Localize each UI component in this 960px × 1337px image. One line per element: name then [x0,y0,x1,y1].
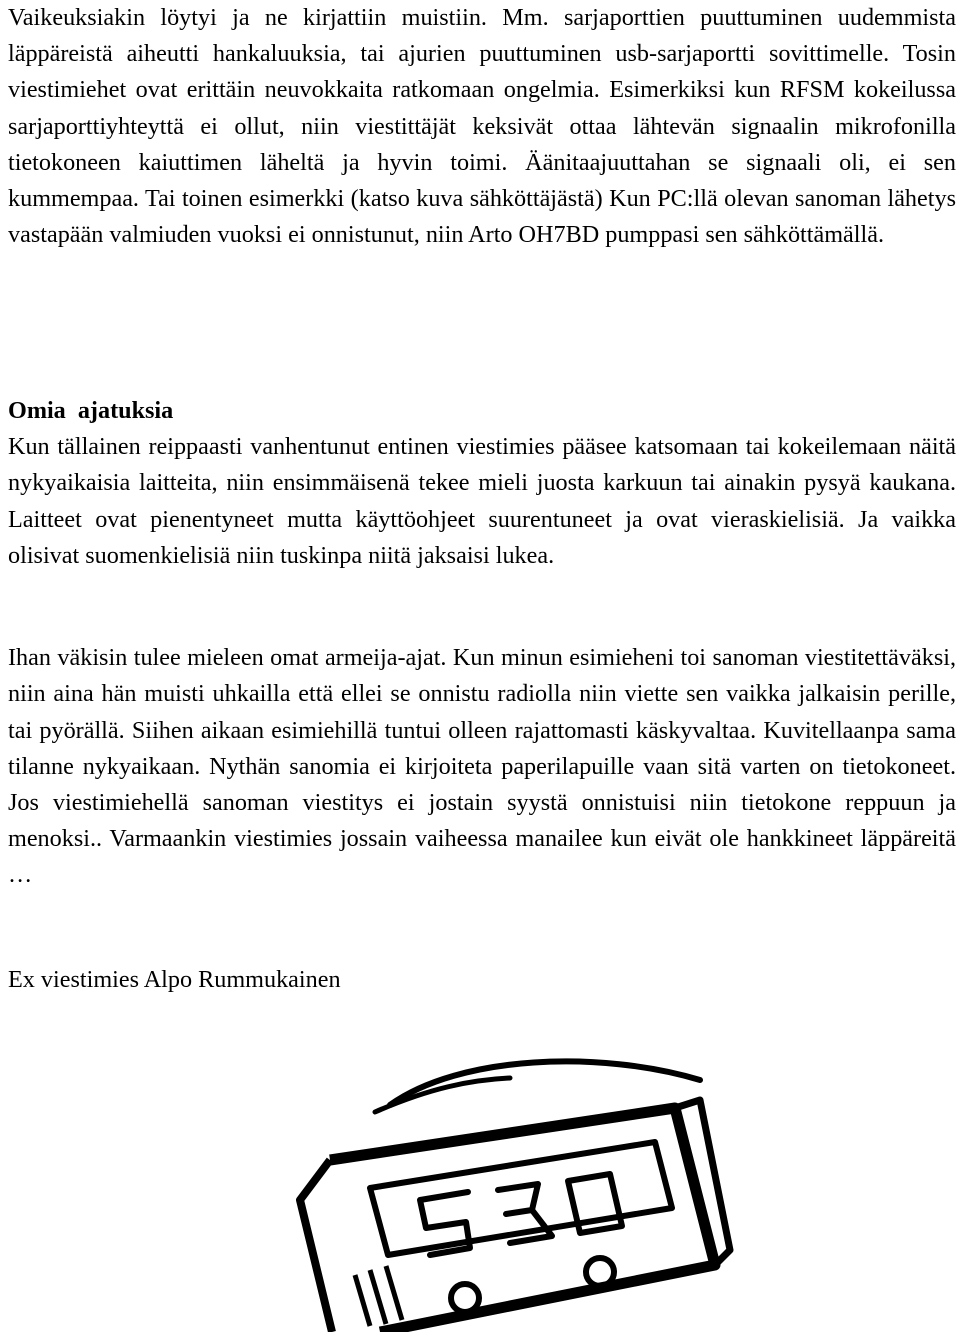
antenna-arc [390,1061,700,1105]
display-digit-0 [568,1174,622,1233]
signature-gap [8,930,956,962]
display-frame [370,1142,672,1255]
speaker-slot [370,1270,386,1324]
radio-knob [451,1284,479,1312]
radio-body-side [300,1160,332,1332]
paragraph-gap [8,610,956,640]
speaker-slot [355,1275,370,1326]
section-omia-ajatuksia [8,393,956,930]
intro-paragraph: Vaikeuksiakin löytyi ja ne kirjattiin muistiin. Mm. sarjaporttien puuttuminen uudemmista läppäreistä aiheutti hankaluuksia, tai ajurien puuttuminen usb-sarjaportti sovittimelle. Tosin viestimiehet ovat erittäin neuvokkaita ratkomaan ongelmia. Esimerkiksi kun RFSM kokeilussa sarjaporttiyhteyttä ei ollut, niin viestittäjät keksivät ottaa lähtevän signaalin mikrofonilla tietokoneen kaiuttimen läheltä ja hyvin toimi. Äänitaajuuttahan se signaali oli, ei sen kummempaa. Tai toinen esimerkki (katso kuva sähköttäjästä) Kun PC:llä olevan sanoman lähetys vastapään valmiuden vuoksi ei onnistunut, niin Arto OH7BD pumppasi sen sähköttämällä. [8,4,956,249]
document-page [8,0,956,998]
section-paragraph-2: Ihan väkisin tulee mieleen omat armeija-ajat. Kun minun esimieheni toi sanoman viestitettäväksi, niin aina hän muisti uhkailla että ellei se onnistu radiolla niin viette sen vaikka jalkaisin perille, tai pyörällä. Siihen aikaan esimiehillä tuntui olleen rajattomasti käskyvaltaa. Kuvitellaanpa sama tilanne nykyaikaan. Nythän sanomia ei kirjoiteta paperilapuille vaan sitä varten on tietokoneet. Jos viestimiehellä sanoman viestitys ei jostain syystä onnistuisi niin tietokone reppuun ja menoksi.. Varmaankin viestimies jossain vaiheessa manailee kun eivät ole hankkineet läppäreitä … [8,644,956,889]
radio-knob [586,1258,614,1286]
section-heading: Omia ajatuksia [8,397,174,424]
radio-set-icon [270,1050,740,1332]
antenna-inner-arc [375,1078,510,1112]
speaker-slot [386,1266,402,1320]
author-signature: Ex viestimies Alpo Rummukainen [8,966,341,994]
section-paragraph-1: Kun tällainen reippaasti vanhentunut entinen viestimies pääsee katsomaan tai kokeilemaan näitä nykyaikaisia laitteita, niin ensimmäisenä tekee mieli juosta karkuun tai ainakin pysyä kaukana. Laitteet ovat pienentyneet mutta käyttöohjeet suurentuneet ja ovat vieraskielisiä. Ja vaikka olisivat suomenkielisiä niin tuskinpa niitä jaksaisi lukea. [8,433,956,569]
radio-drawing [270,1050,740,1332]
